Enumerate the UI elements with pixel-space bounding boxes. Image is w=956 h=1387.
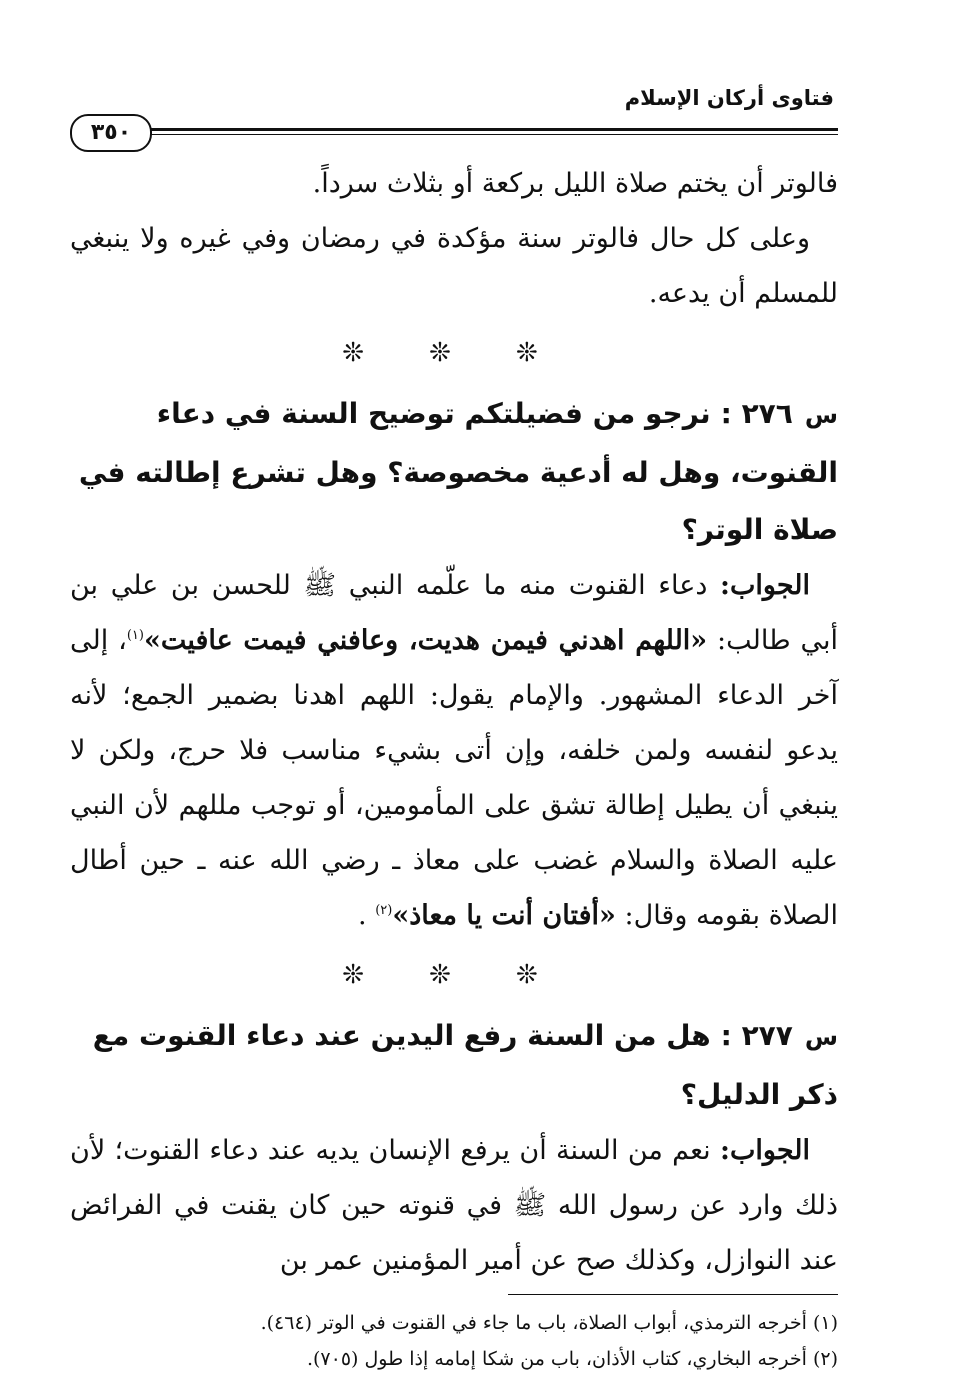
section-separator: ❊ ❊ ❊	[342, 338, 566, 368]
quoted-hadith: «أفتان أنت يا معاذ»	[392, 900, 616, 931]
paragraph-witr-ruling: وعلى كل حال فالوتر سنة مؤكدة في رمضان وفي غيره ولا ينبغي للمسلم أن يدعه.	[70, 223, 838, 309]
question-number: ٢٧٦ :	[720, 397, 793, 430]
footnotes	[70, 1305, 838, 1377]
answer-label: الجواب:	[720, 570, 810, 601]
answer-end: .	[358, 900, 376, 931]
answer-label: الجواب:	[720, 1135, 810, 1166]
section-separator: ❊ ❊ ❊	[342, 960, 566, 990]
answer-text: دعاء القنوت منه ما علّمه النبي ﷺ للحسن بن علي بن أبي طالب:	[70, 570, 838, 656]
question-mark: س	[804, 1023, 838, 1051]
paragraph-witr-definition: فالوتر أن يختم صلاة الليل بركعة أو بثلاث سرداً.	[312, 168, 838, 199]
answer-text: ، إلى آخر الدعاء المشهور. والإمام يقول: اللهم اهدنا بضمير الجمع؛ لأنه يدعو لنفسه ولمن خلفه، وإن أتى بشيء مناسب فلا حرج، ولكن لا ينبغي أن يطيل إطالة تشق على المأمومين، أو توجب مللهم لأن النبي عليه الصلاة والسلام غضب على معاذ ـ رضي الله عنه ـ حين أطال الصلاة بقومه وقال:	[70, 625, 838, 931]
question-mark: س	[804, 401, 838, 429]
footnote-reference: (٢)	[375, 903, 393, 918]
question-text: نرجو من فضيلتكم توضيح السنة في دعاء القنوت، وهل له أدعية مخصوصة؟ وهل تشرع إطالته في صلاة الوتر؟	[78, 397, 838, 546]
answer-276	[70, 558, 838, 943]
question-277	[70, 1007, 838, 1123]
footnote-reference: (١)	[126, 628, 144, 643]
book-title: فتاوى أركان الإسلام	[624, 86, 834, 110]
footnote-2: (٢) أخرجه البخاري، كتاب الأذان، باب من شكا إمامه إذا طول (٧٠٥).	[306, 1348, 838, 1370]
quoted-supplication: «اللهم اهدني فيمن هديت، وعافني فيمت عافيت»	[143, 625, 708, 656]
question-text: هل من السنة رفع اليدين عند دعاء القنوت مع ذكر الدليل؟	[92, 1019, 838, 1111]
footnote-rule	[508, 1294, 838, 1295]
question-276	[70, 385, 838, 558]
header-rule	[140, 128, 838, 135]
question-number: ٢٧٧ :	[720, 1019, 793, 1052]
page-body	[70, 156, 838, 1377]
book-page	[70, 70, 838, 1370]
page-number: ٣٥٠	[70, 114, 152, 152]
page-header	[70, 86, 838, 156]
footnote-1: (١) أخرجه الترمذي، أبواب الصلاة، باب ما جاء في القنوت في الوتر (٤٦٤).	[260, 1312, 838, 1334]
answer-277	[70, 1123, 838, 1288]
answer-text: نعم من السنة أن يرفع الإنسان يديه عند دعاء القنوت؛ لأن ذلك وارد عن رسول الله ﷺ في قنوته حين كان يقنت في الفرائض عند النوازل، وكذلك صح عن أمير المؤمنين عمر بن	[70, 1135, 838, 1276]
